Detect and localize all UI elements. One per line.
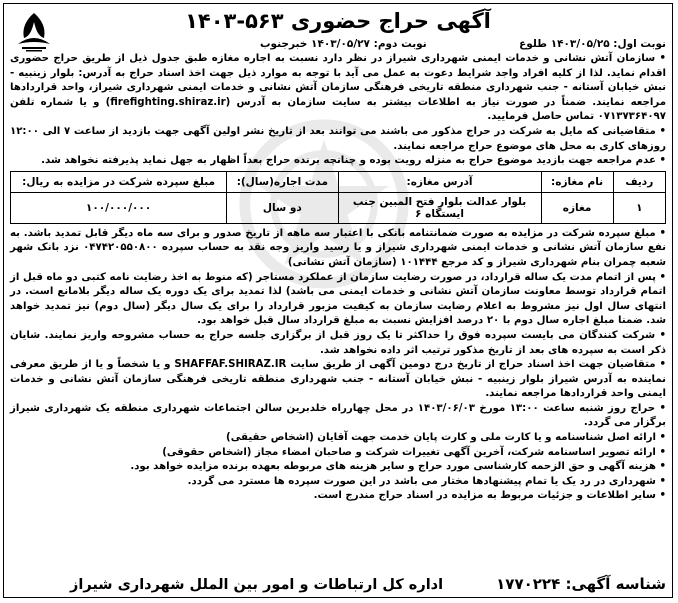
cell-lease-term: دو سال	[227, 192, 338, 223]
bullet-auction-date: • حراج روز شنبه ساعت ۱۳:۰۰ مورخ ۱۴۰۳/۰۶/۰۳ در محل چهارراه خلدبرین سالن اجتماعات شهرداری منطقه یک شهرداری شیراز برگزار می گردد.	[10, 402, 666, 431]
col-address: آدرس مغازه:	[338, 171, 541, 192]
notice-title: آگهی حراج حضوری ۵۶۳-۱۴۰۳	[185, 9, 491, 33]
col-shop-name: نام مغازه:	[541, 171, 613, 192]
ad-id: شناسه آگهی: ۱۷۷۰۲۲۴	[496, 575, 666, 593]
col-deposit: مبلغ سپرده شرکت در مزایده به ریال:	[11, 171, 227, 192]
notice-header	[10, 8, 666, 52]
intro-site: firefighting.shiraz.ir	[110, 96, 226, 108]
bullet-documents: • متقاضیان جهت اخذ اسناد حراج از تاریخ درج دومین آگهی از طریق سایت SHAFFAF.SHIRAZ.IR و یا شخصاً و یا از طریق معرفی نماینده به آدرس شیراز بلوار زینبیه - نبش خیابان آستانه - جنب شهرداری منطقه تاریخی فرهنگی سازمان آتش نشانی و خدمات ایمنی واحد قراردادها مراجعه نمایند.	[10, 358, 666, 402]
bullet-fees: • هزینه آگهی و حق الزحمه کارشناسی مورد حراج و سایر هزینه های مربوطه بعهده برنده مزایده خواهد بود.	[10, 460, 666, 475]
bullet-id-card: • ارائه اصل شناسنامه و یا کارت ملی و کارت پایان خدمت جهت آقایان (اشخاص حقیقی)	[10, 431, 666, 446]
intro-phone: ) و یا شماره تلفن ۰۷۱۳۷۳۶۴۰۹۷ تماس حاصل فرمایید.	[10, 96, 666, 123]
bullet-visit: • متقاضیانی که مایل به شرکت در حراج مذکور می باشند می توانند بعد از تاریخ نشر اولین آگهی جهت بازدید از ساعت ۷ الی ۱۲:۰۰ روزهای کاری به محل های موضوع حراج مراجعه نمایند.	[10, 125, 666, 154]
col-lease-term: مدت اجاره(سال):	[227, 171, 338, 192]
table-row	[11, 192, 666, 223]
bullet-company-docs: • ارائه تصویر اساسنامه شرکت، آخرین آگهی تغییرات شرکت و صاحبان امضاء مجاز (اشخاص حقوقی)	[10, 446, 666, 461]
table-header-row	[11, 171, 666, 192]
second-notice-date: نوبت دوم: ۱۴۰۳/۰۵/۲۷ خبرجنوب	[260, 38, 427, 50]
col-row: ردیف	[613, 171, 665, 192]
intro-text: سازمان آتش نشانی و خدمات ایمنی شهرداری شیراز در نظر دارد نسبت به اجاره مغازه طبق جدول ذیل از طریق حراج حضوری اقدام نماید. لذا از کلیه افراد واجد شرایط دعوت به عمل می آید با توجه به موارد ذیل جهت اخذ اسناد حراج به آدرس: بلوار زینبیه - نبش خیابان آستانه - جنب شهرداری منطقه تاریخی فرهنگی سازمان آتش نشانی و خدمات ایمنی شهرداری شیراز، واحد قراردادها مراجعه نمایند. ضمناً در صورت نیاز به اطلاعات بیشتر به سایت سازمان به آدرس	[10, 53, 667, 108]
bullet-renewal: • پس از اتمام مدت یک ساله قرارداد، در صورت رضایت سازمان از عملکرد مستاجر (که منوط به اخذ رضایت نامه کتبی دو ماه قبل از اتمام قرارداد توسط معاونت سازمان آتش نشانی و خدمات ایمنی می باشد) لذا تمدید برای یک دوره یک ساله دیگر بلامانع است. در انتهای سال اول نیز مشروط به اعلام رضایت سازمان به کیفیت مزبور قرارداد را برای یک سال دیگر (سال دوم) نیز تمدید خواهد شد. ضمنا مبلغ اجاره سال دوم با ۲۰ درصد افزایش نسبت به مبلغ قرارداد سال قبل خواهد بود.	[10, 271, 666, 329]
auction-table	[10, 171, 666, 224]
bullet-other-info: • سایر اطلاعات و جزئیات مربوط به مزایده در اسناد حراج مندرج است.	[10, 489, 666, 504]
cell-deposit: ۱۰۰/۰۰۰/۰۰۰	[11, 192, 227, 223]
issuing-organization: اداره کل ارتباطات و امور بین الملل شهرداری شیراز	[70, 577, 444, 593]
first-notice-date: نوبت اول: ۱۴۰۳/۰۵/۲۵ طلوع	[519, 38, 666, 50]
bullet-deposit: • مبلغ سپرده شرکت در مزایده به صورت ضمانتنامه بانکی با اعتبار سه ماهه از تاریخ صدور و برای سه ماه دیگر قابل تمدید باشد. به نفع سازمان آتش نشانی و خدمات ایمنی شهرداری شیراز و یا رسید واریز وجه نقد به حساب سپرده ۰۴۷۴۲۰۵۵۰۸۰۰ نزد بانک شهر شعبه چمران بنام شهرداری شیراز و کد مرجع ۱۰۱۴۴۴ (سازمان آتش نشانی)	[10, 227, 666, 271]
cell-address: بلوار عدالت بلوار فتح المبین جنب ایستگاه ۶	[338, 192, 541, 223]
cell-row: ۱	[613, 192, 665, 223]
bullet-no-visit: • عدم مراجعه جهت بازدید موضوع حراج به منزله رویت بوده و چنانچه برنده حراج بعداً اظهار به جهل نماید پذیرفته نخواهد شد.	[10, 154, 666, 169]
intro-paragraph: • سازمان آتش نشانی و خدمات ایمنی شهرداری شیراز در نظر دارد نسبت به اجاره مغازه طبق جدول ذیل از طریق حراج حضوری اقدام نماید. لذا از کلیه افراد واجد شرایط دعوت به عمل می آید با توجه به موارد ذیل جهت اخذ اسناد حراج به آدرس: بلوار زینبیه - نبش خیابان آستانه - جنب شهرداری منطقه تاریخی فرهنگی سازمان آتش نشانی و خدمات ایمنی شهرداری شیراز، واحد قراردادها مراجعه نمایند. ضمناً در صورت نیاز به اطلاعات بیشتر به سایت سازمان به آدرس (firefighting.shiraz.ir) و یا شماره تلفن ۰۷۱۳۷۳۶۴۰۹۷ تماس حاصل فرمایید.	[10, 52, 666, 125]
notice-frame	[3, 3, 673, 598]
cell-shop-name: مغازه	[541, 192, 613, 223]
bullet-rejection: • شهرداری در رد یک یا تمام پیشنهادها مختار می باشد در این صورت سپرده ها مسترد می گردد.	[10, 475, 666, 490]
notice-footer	[10, 571, 666, 593]
shiraz-municipality-logo-icon	[12, 10, 56, 54]
bullet-deposit-deadline: • شرکت کنندگان می بایست سپرده فوق را حداکثر تا یک روز قبل از برگزاری جلسه حراج به حساب مشروحه واریز نمایند. شایان ذکر است به سپرده های بعد از تاریخ مذکور ترتیب اثر داده نخواهد شد.	[10, 329, 666, 358]
